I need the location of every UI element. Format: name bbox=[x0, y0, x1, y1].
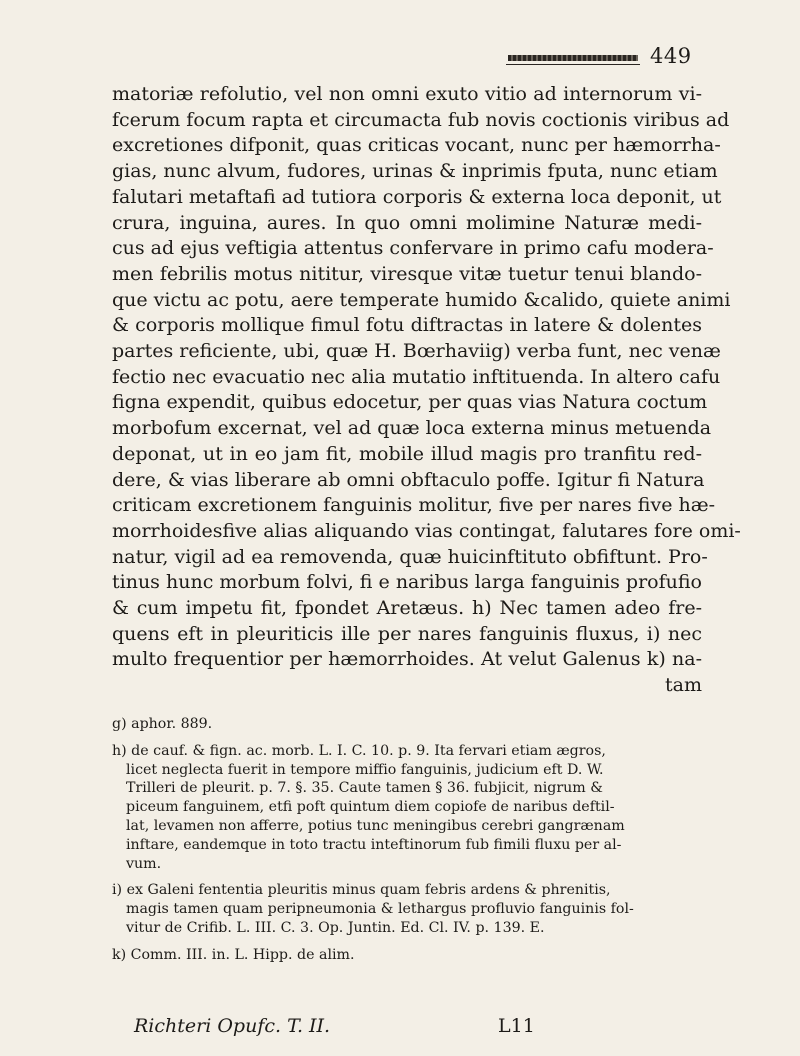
footnote-i: i) ex Galeni fententia pleuritis minus quam febris ardens & phrenitis, bbox=[112, 882, 611, 899]
footnote-h: h) de cauf. & fign. ac. morb. L. I. C. 10. p. 9. Ita fervari etiam ægros, bbox=[112, 742, 606, 759]
text-line: fcerum focum rapta et circumacta fub novis coctionis viribus ad bbox=[112, 108, 730, 131]
footnote-h-line: piceum fanguinem, etfi poft quintum diem copiofe de naribus deftil- bbox=[126, 799, 615, 816]
text-line: fectio nec evacuatio nec alia mutatio inftituenda. In altero cafu bbox=[112, 365, 721, 388]
header-ornament-rule bbox=[508, 55, 638, 61]
text-line: crura, inguina, aures. In quo omni molimine Naturæ medi- bbox=[112, 211, 702, 234]
text-line: figna expendit, quibus edocetur, per quas vias Natura coctum bbox=[112, 391, 708, 414]
text-line: morbofum excernat, vel ad quæ loca externa minus metuenda bbox=[112, 417, 712, 440]
footnote-h-line: licet neglecta fuerit in tempore miffio fanguinis, judicium eft D. W. bbox=[126, 761, 604, 778]
sheet-mark: L11 bbox=[498, 1015, 535, 1037]
text-line: falutari metaftafi ad tutiora corporis & externa loca deponit, ut bbox=[112, 185, 722, 208]
footnote-h-line: inftare, eandemque in toto tractu inteftinorum fub fimili fluxu per al- bbox=[126, 836, 622, 853]
text-line: natur, vigil ad ea removenda, quæ huicinftituto obfiftunt. Pro- bbox=[112, 545, 708, 568]
text-line: morrhoidesfive alias aliquando vias contingat, falutares fore omi- bbox=[112, 519, 741, 542]
footnote-h-line: lat, levamen non afferre, potius tunc meningibus cerebri gangrænam bbox=[126, 817, 625, 834]
footnote-h-line: Trilleri de pleurit. p. 7. §. 35. Caute tamen § 36. fubjicit, nigrum & bbox=[126, 780, 603, 797]
text-line: criticam excretionem fanguinis molitur, five per nares five hæ- bbox=[112, 494, 715, 517]
page-number: 449 bbox=[650, 44, 692, 68]
text-line: matoriæ refolutio, vel non omni exuto vitio ad internorum vi- bbox=[112, 83, 702, 105]
text-line: partes reficiente, ubi, quæ H. Bœrhaviig) verba funt, nec venæ bbox=[112, 340, 721, 363]
text-line: deponat, ut in eo jam fit, mobile illud magis pro tranfitu red- bbox=[112, 442, 702, 465]
footnote-i-line: magis tamen quam peripneumonia & lethargus profluvio fanguinis fol- bbox=[126, 901, 634, 918]
text-line: tinus hunc morbum folvi, fi e naribus larga fanguinis profufio bbox=[112, 571, 702, 594]
text-line: & cum impetu fit, fpondet Aretæus. h) Nec tamen adeo fre- bbox=[112, 597, 702, 620]
text-line: excretiones difponit, quas criticas vocant, nunc per hæmorrha- bbox=[112, 134, 721, 157]
footnotes-block bbox=[112, 715, 704, 965]
text-line: que victu ac potu, aere temperate humido &calido, quiete animi bbox=[112, 288, 731, 311]
text-line: gias, nunc alvum, fudores, urinas & inprimis fputa, nunc etiam bbox=[112, 160, 718, 183]
footnote-k: k) Comm. III. in. L. Hipp. de alim. bbox=[112, 946, 355, 963]
footnote-i-line: vitur de Crifib. L. III. C. 3. Op. Juntin. Ed. Cl. IV. p. 139. E. bbox=[126, 919, 545, 936]
main-text-block bbox=[112, 82, 741, 699]
footnote-h-line: vum. bbox=[126, 855, 162, 872]
catchword: tam bbox=[665, 674, 702, 697]
text-line: & corporis mollique fimul fotu diftractas in latere & dolentes bbox=[112, 314, 702, 337]
text-line: cus ad ejus veftigia attentus confervare in primo cafu modera- bbox=[112, 237, 714, 260]
header-thin-rule bbox=[506, 64, 640, 65]
text-line: multo frequentior per hæmorrhoides. At velut Galenus k) na- bbox=[112, 648, 702, 671]
text-line: men febrilis motus nititur, viresque vitæ tuetur tenui blando- bbox=[112, 262, 702, 285]
footnote-g: g) aphor. 889. bbox=[112, 716, 213, 732]
signature-line bbox=[114, 1015, 634, 1037]
text-line: dere, & vias liberare ab omni obftaculo poffe. Igitur fi Natura bbox=[112, 468, 705, 491]
signature-title: Richteri Opufc. T. II. bbox=[134, 1015, 331, 1037]
text-line: quens eft in pleuriticis ille per nares fanguinis fluxus, i) nec bbox=[112, 622, 702, 645]
